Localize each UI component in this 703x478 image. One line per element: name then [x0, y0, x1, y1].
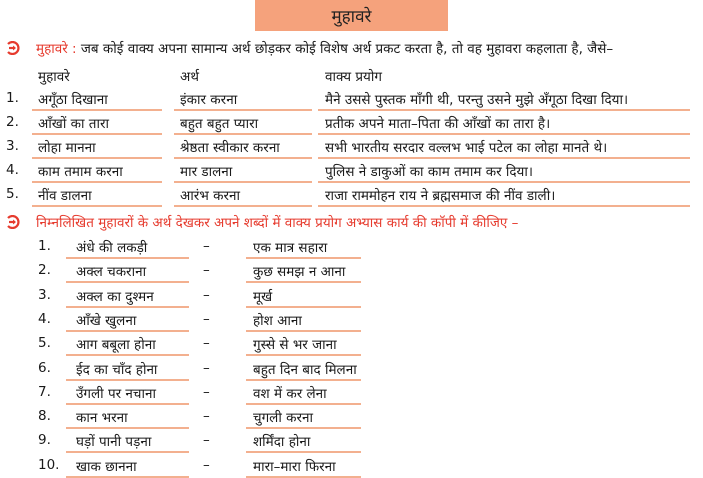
definition-text [36, 39, 613, 57]
dash-separator: – [203, 408, 210, 424]
row-number: 3. [38, 287, 51, 303]
row-underline [66, 306, 189, 308]
row-underline [32, 157, 162, 159]
idiom-cell: लोहा मानना [38, 140, 96, 156]
row-underline [66, 451, 189, 453]
row-underline [174, 157, 312, 159]
row-number: 6. [38, 360, 51, 376]
idiom-cell: आँखों का तारा [38, 116, 109, 132]
row-number: 4. [38, 311, 51, 327]
row-underline [246, 330, 361, 332]
dash-separator: – [203, 384, 210, 400]
row-underline [318, 133, 690, 135]
row-underline [246, 379, 361, 381]
row-underline [66, 281, 189, 283]
row-number: 8. [38, 408, 51, 424]
dash-separator: – [203, 287, 210, 303]
row-underline [174, 109, 312, 111]
idiom-cell: उँगली पर नचाना [76, 386, 156, 402]
definition-key: मुहावरे : [36, 41, 77, 57]
row-underline [246, 306, 361, 308]
sentence-cell: मैने उससे पुस्तक माँगी थी, परन्तु उसने मुझे अँगूठा दिखा दिया। [325, 92, 629, 108]
row-underline [174, 133, 312, 135]
row-number: 7. [38, 384, 51, 400]
idiom-cell: अक्ल चकराना [76, 264, 147, 280]
dash-separator: – [203, 311, 210, 327]
row-underline [32, 109, 162, 111]
row-underline [174, 181, 312, 183]
sentence-cell: सभी भारतीय सरदार वल्लभ भाई पटेल का लोहा मानते थे। [325, 140, 608, 156]
meaning-cell: वश में कर लेना [253, 386, 327, 402]
idiom-cell: आग बबूला होना [76, 337, 156, 353]
row-underline [246, 403, 361, 405]
page-title: मुहावरे [255, 0, 448, 31]
row-number: 1. [38, 238, 51, 254]
idiom-cell: अक्ल का दुश्मन [76, 289, 154, 305]
meaning-cell: चुगली करना [253, 410, 313, 426]
idiom-cell: ईद का चाँद होना [76, 362, 158, 378]
dash-separator: – [203, 335, 210, 351]
instruction-text: निम्नलिखित मुहावरों के अर्थ देखकर अपने शब्दों में वाक्य प्रयोग अभ्यास कार्य की कॉपी में कीजिए – [36, 215, 519, 231]
idiom-cell: खाक छानना [76, 459, 137, 475]
idiom-cell: आँखे खुलना [76, 313, 137, 329]
row-number: 3. [6, 138, 19, 154]
meaning-cell: मारा–मारा फिरना [253, 459, 336, 475]
meaning-cell: होश आना [253, 313, 302, 329]
header-sentence: वाक्य प्रयोग [325, 69, 382, 85]
row-underline [246, 451, 361, 453]
row-number: 10. [38, 457, 60, 473]
dash-separator: – [203, 238, 210, 254]
dash-separator: – [203, 457, 210, 473]
meaning-cell: शर्मिंदा होना [253, 434, 311, 450]
meaning-cell: इंकार करना [180, 92, 238, 108]
dash-separator: – [203, 360, 210, 376]
dash-separator: – [203, 262, 210, 278]
row-underline [174, 205, 312, 207]
row-underline [246, 257, 361, 259]
row-underline [32, 205, 162, 207]
meaning-cell: कुछ समझ न आना [253, 264, 346, 280]
sentence-cell: राजा राममोहन राय ने ब्रह्मसमाज की नींव डाली। [325, 188, 556, 204]
row-number: 5. [38, 335, 51, 351]
row-number: 1. [6, 90, 19, 106]
idiom-cell: काम तमाम करना [38, 164, 123, 180]
header-idiom: मुहावरे [38, 69, 70, 85]
idiom-cell: अगूँठा दिखाना [38, 92, 108, 108]
row-number: 5. [6, 186, 19, 202]
row-number: 9. [38, 432, 51, 448]
row-underline [66, 257, 189, 259]
row-underline [318, 205, 690, 207]
sentence-cell: पुलिस ने डाकुओं का काम तमाम कर दिया। [325, 164, 533, 180]
row-underline [32, 133, 162, 135]
meaning-cell: आरंभ करना [180, 188, 240, 204]
row-underline [66, 427, 189, 429]
meaning-cell: गुस्से से भर जाना [253, 337, 337, 353]
meaning-cell: बहुत दिन बाद मिलना [253, 362, 357, 378]
definition-body: जब कोई वाक्य अपना सामान्य अर्थ छोड़कर कोई विशेष अर्थ प्रकट करता है, तो वह मुहावरा कहलाता है, जैसे– [76, 41, 614, 57]
idiom-cell: नींव डालना [38, 188, 92, 204]
row-number: 2. [38, 262, 51, 278]
row-underline [246, 281, 361, 283]
row-underline [32, 181, 162, 183]
arrow-bullet-icon [6, 41, 20, 55]
row-underline [246, 427, 361, 429]
row-underline [66, 330, 189, 332]
row-number: 4. [6, 162, 19, 178]
idiom-cell: घड़ों पानी पड़ना [76, 434, 152, 450]
row-underline [318, 109, 690, 111]
row-underline [318, 181, 690, 183]
dash-separator: – [203, 432, 210, 448]
row-underline [66, 354, 189, 356]
meaning-cell: एक मात्र सहारा [253, 240, 328, 256]
arrow-bullet-icon [6, 215, 20, 229]
sentence-cell: प्रतीक अपने माता–पिता की आँखों का तारा है। [325, 116, 551, 132]
meaning-cell: मूर्ख [253, 289, 273, 305]
meaning-cell: बहुत बहुत प्यारा [180, 116, 259, 132]
row-underline [318, 157, 690, 159]
header-meaning: अर्थ [180, 69, 199, 85]
idiom-cell: अंधे की लकड़ी [76, 240, 148, 256]
meaning-cell: मार डालना [180, 164, 233, 180]
row-underline [66, 379, 189, 381]
row-underline [246, 354, 361, 356]
row-number: 2. [6, 114, 19, 130]
row-underline [66, 403, 189, 405]
idiom-cell: कान भरना [76, 410, 128, 426]
meaning-cell: श्रेष्ठता स्वीकार करना [180, 140, 280, 156]
